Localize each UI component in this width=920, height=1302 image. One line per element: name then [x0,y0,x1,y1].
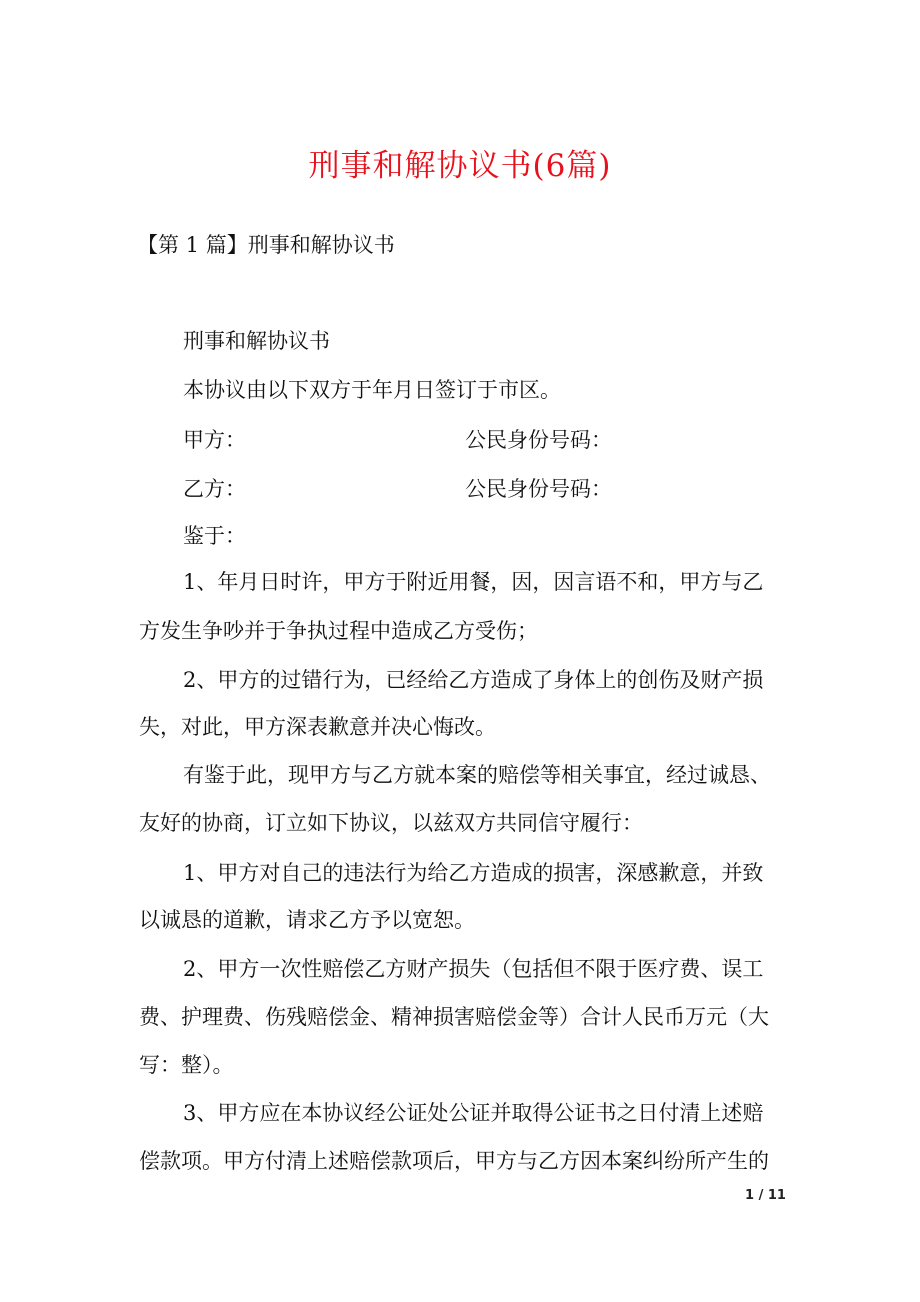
paragraph-2-line-1: 2、甲方的过错行为，已经给乙方造成了身体上的创伤及财产损 [183,668,764,692]
paragraph-1-line-2: 方发生争吵并于争执过程中造成乙方受伤； [139,619,538,643]
paragraph-5-line-2: 费、护理费、伤残赔偿金、精神损害赔偿金等）合计人民币万元（大 [139,1005,769,1029]
page-indicator: 1 / 11 [745,1188,786,1203]
paragraph-5-line-1: 2、甲方一次性赔偿乙方财产损失（包括但不限于医疗费、误工 [183,957,764,981]
subtitle: 刑事和解协议书 [183,329,330,353]
party-a-label: 甲方： [183,428,246,452]
party-b-label: 乙方： [183,477,246,501]
paragraph-6-line-1: 3、甲方应在本协议经公证处公证并取得公证书之日付清上述赔 [183,1101,764,1125]
intro-paragraph: 本协议由以下双方于年月日签订于市区。 [183,378,561,402]
paragraph-2-line-2: 失，对此，甲方深表歉意并决心悔改。 [139,715,496,739]
whereas-label: 鉴于： [183,524,246,548]
paragraph-5-line-3: 写：整）。 [139,1053,234,1077]
party-a-id-label: 公民身份号码： [465,428,612,452]
party-b-id-label: 公民身份号码： [465,477,612,501]
paragraph-1-line-1: 1、年月日时许，甲方于附近用餐，因，因言语不和，甲方与乙 [183,570,764,594]
section-heading: 【第 1 篇】刑事和解协议书 [137,233,395,257]
document-title: 刑事和解协议书(6篇) [308,148,612,184]
paragraph-3-line-2: 友好的协商，订立如下协议，以兹双方共同信守履行： [139,811,643,835]
paragraph-6-line-2: 偿款项。甲方付清上述赔偿款项后，甲方与乙方因本案纠纷所产生的 [139,1149,769,1173]
paragraph-4-line-2: 以诚恳的道歉，请求乙方予以宽恕。 [139,908,475,932]
paragraph-3-line-1: 有鉴于此，现甲方与乙方就本案的赔偿等相关事宜，经过诚恳、 [183,763,771,787]
paragraph-4-line-1: 1、甲方对自己的违法行为给乙方造成的损害，深感歉意，并致 [183,861,764,885]
